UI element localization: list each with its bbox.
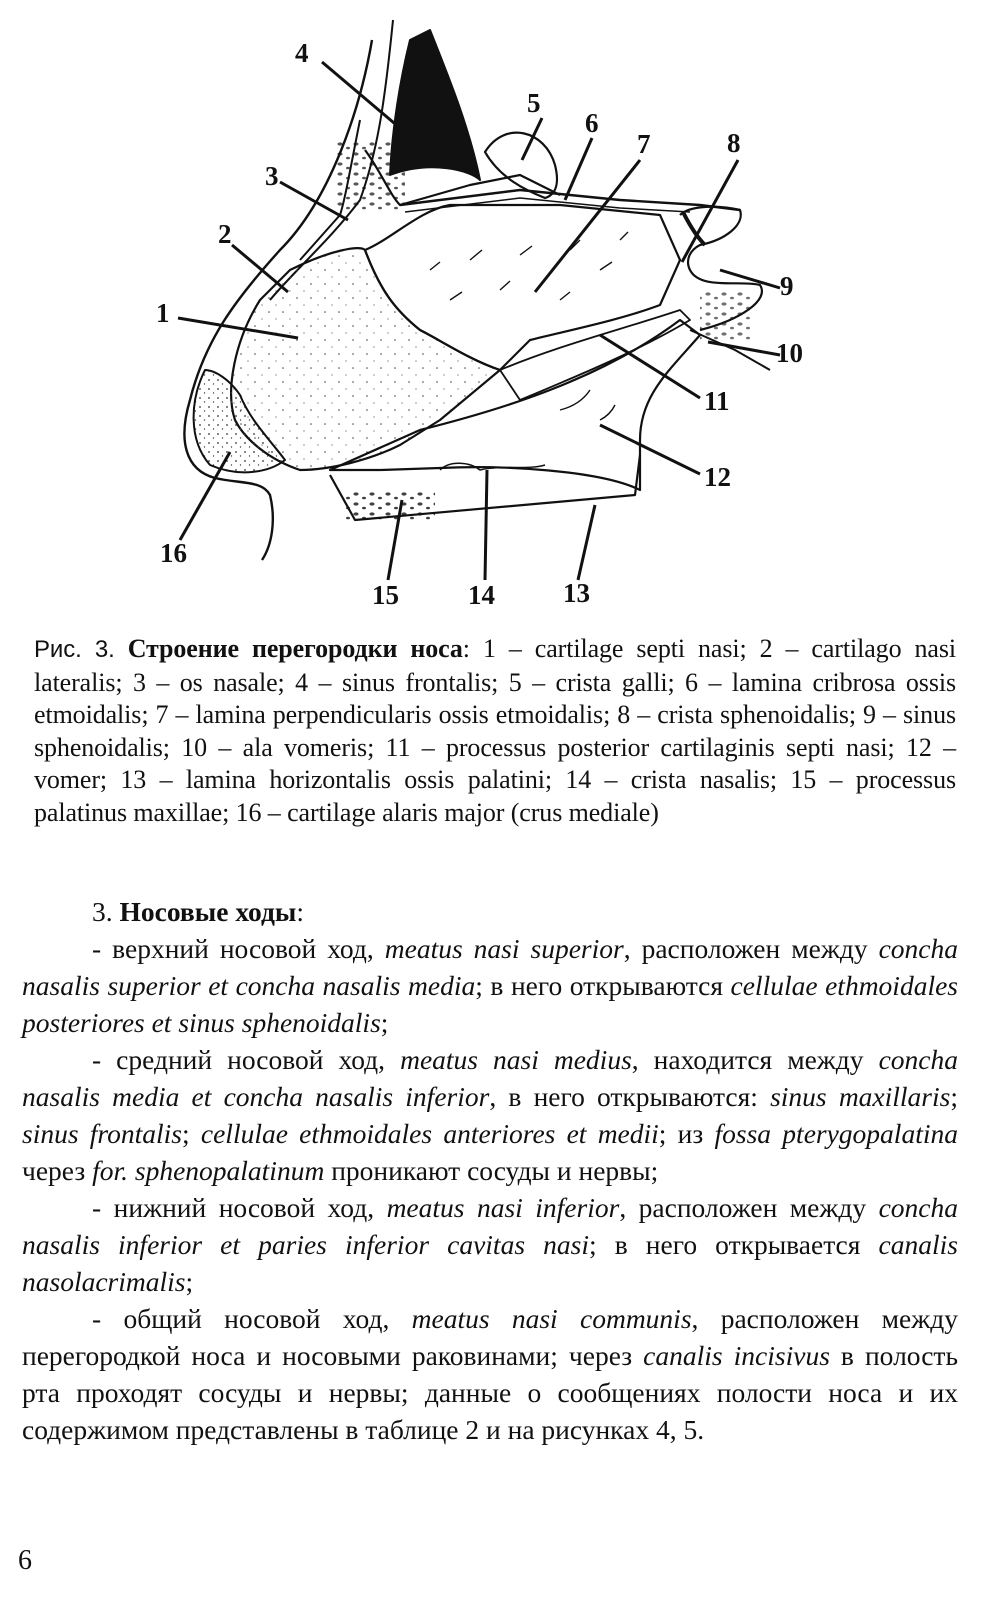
text-run: , расположен между	[619, 1192, 879, 1223]
text-run: ; в него открываются	[475, 970, 731, 1001]
figure-label-9: 9	[780, 271, 794, 301]
paragraph-meatus-inferior	[22, 1189, 958, 1300]
figure-label-5: 5	[527, 88, 541, 118]
page-number: 6	[18, 1545, 32, 1576]
figure-label-4: 4	[295, 38, 309, 68]
text-run: ;	[182, 1118, 201, 1149]
figure-label-13: 13	[563, 578, 590, 608]
latin-term: meatus nasi superior	[384, 933, 624, 964]
figure-label-3: 3	[265, 161, 279, 191]
latin-term: canalis nasolacrimalis	[22, 1229, 958, 1297]
text-run: ;	[185, 1266, 194, 1297]
latin-term: meatus nasi medius	[400, 1044, 632, 1075]
text-run: , расположен между	[623, 933, 879, 964]
latin-term: concha nasalis superior et concha nasalis media	[22, 933, 958, 1001]
figure-label-1: 1	[156, 298, 170, 328]
septum-drawing	[184, 20, 770, 560]
text-run: ;	[380, 1007, 389, 1038]
text-run: , находится между	[631, 1044, 879, 1075]
latin-term: fossa pterygopalatina	[714, 1118, 958, 1149]
text-run: - средний носовой ход,	[92, 1044, 401, 1075]
figure-label-14: 14	[468, 580, 495, 610]
latin-term: for. sphenopalatinum	[92, 1155, 325, 1186]
section-heading-colon: :	[296, 896, 304, 927]
text-run: - верхний носовой ход,	[92, 933, 385, 964]
text-run: , в него открываются:	[489, 1081, 771, 1112]
latin-term: concha nasalis inferior et paries inferior cavitas nasi	[22, 1192, 959, 1260]
text-run: ;	[950, 1081, 958, 1112]
text-run: ; из	[658, 1118, 715, 1149]
text-run: - общий носовой ход,	[92, 1303, 412, 1334]
figure-label-15: 15	[372, 580, 399, 610]
caption-title: Строение перегородки носа	[127, 634, 463, 663]
latin-term: concha nasalis media et concha nasalis inferior	[22, 1044, 958, 1112]
figure-label-16: 16	[160, 538, 187, 568]
paragraph-meatus-medius	[22, 1041, 958, 1189]
text-run: ; в него открывается	[588, 1229, 879, 1260]
figure-label-10: 10	[776, 338, 803, 368]
figure-label-7: 7	[637, 129, 651, 159]
caption-prefix: Рис. 3.	[34, 636, 115, 663]
figure-label-8: 8	[727, 128, 741, 158]
section-nasal-meatuses	[22, 893, 958, 1448]
latin-term: sinus maxillaris	[770, 1081, 951, 1112]
paragraph-meatus-superior	[22, 930, 958, 1041]
text-run: - нижний носовой ход,	[92, 1192, 387, 1223]
figure-caption	[34, 633, 956, 829]
figure-label-12: 12	[704, 462, 731, 492]
latin-term: cellulae ethmoidales anteriores et medii	[200, 1118, 659, 1149]
section-heading	[22, 893, 958, 930]
nasal-septum-figure	[0, 0, 989, 620]
latin-term: meatus nasi communis	[411, 1303, 692, 1334]
figure-label-11: 11	[704, 386, 730, 416]
text-run: через	[22, 1155, 93, 1186]
text-run: проникают сосуды и нервы;	[324, 1155, 659, 1186]
paragraph-meatus-communis	[22, 1300, 958, 1448]
text-run: в полость рта проходят сосуды и нервы; данные о сообщениях полости носа и их содержимом представлены в таблице 2 и на рисунках 4, 5.	[22, 1340, 958, 1445]
figure-label-6: 6	[585, 108, 599, 138]
latin-term: sinus frontalis	[22, 1118, 182, 1149]
figure-label-2: 2	[218, 219, 232, 249]
latin-term: meatus nasi inferior	[386, 1192, 620, 1223]
section-number: 3.	[92, 896, 113, 927]
section-title: Носовые ходы	[119, 896, 297, 927]
latin-term: canalis incisivus	[643, 1340, 830, 1371]
caption-colon: :	[462, 634, 470, 663]
caption-text: 1 – cartilage septi nasi; 2 – cartilago nasi lateralis; 3 – os nasale; 4 – sinus frontalis; 5 – crista galli; 6 – lamina cribrosa ossis etmoidalis; 7 – lamina perpendicularis ossis etmoidalis; 8 – crista sphenoidalis; 9 – sinus sphenoidalis; 10 – ala vomeris; 11 – processus posterior cartilaginis septi nasi; 12 – vomer; 13 – lamina horizontalis ossis palatini; 14 – crista nasalis; 15 – processus palatinus maxillae; 16 – cartilage alaris major (crus mediale)	[34, 634, 956, 827]
text-run: , расположен между перегородкой носа и носовыми раковинами; через	[22, 1303, 958, 1371]
latin-term: cellulae ethmoidales posteriores et sinus sphenoidalis	[22, 970, 958, 1038]
